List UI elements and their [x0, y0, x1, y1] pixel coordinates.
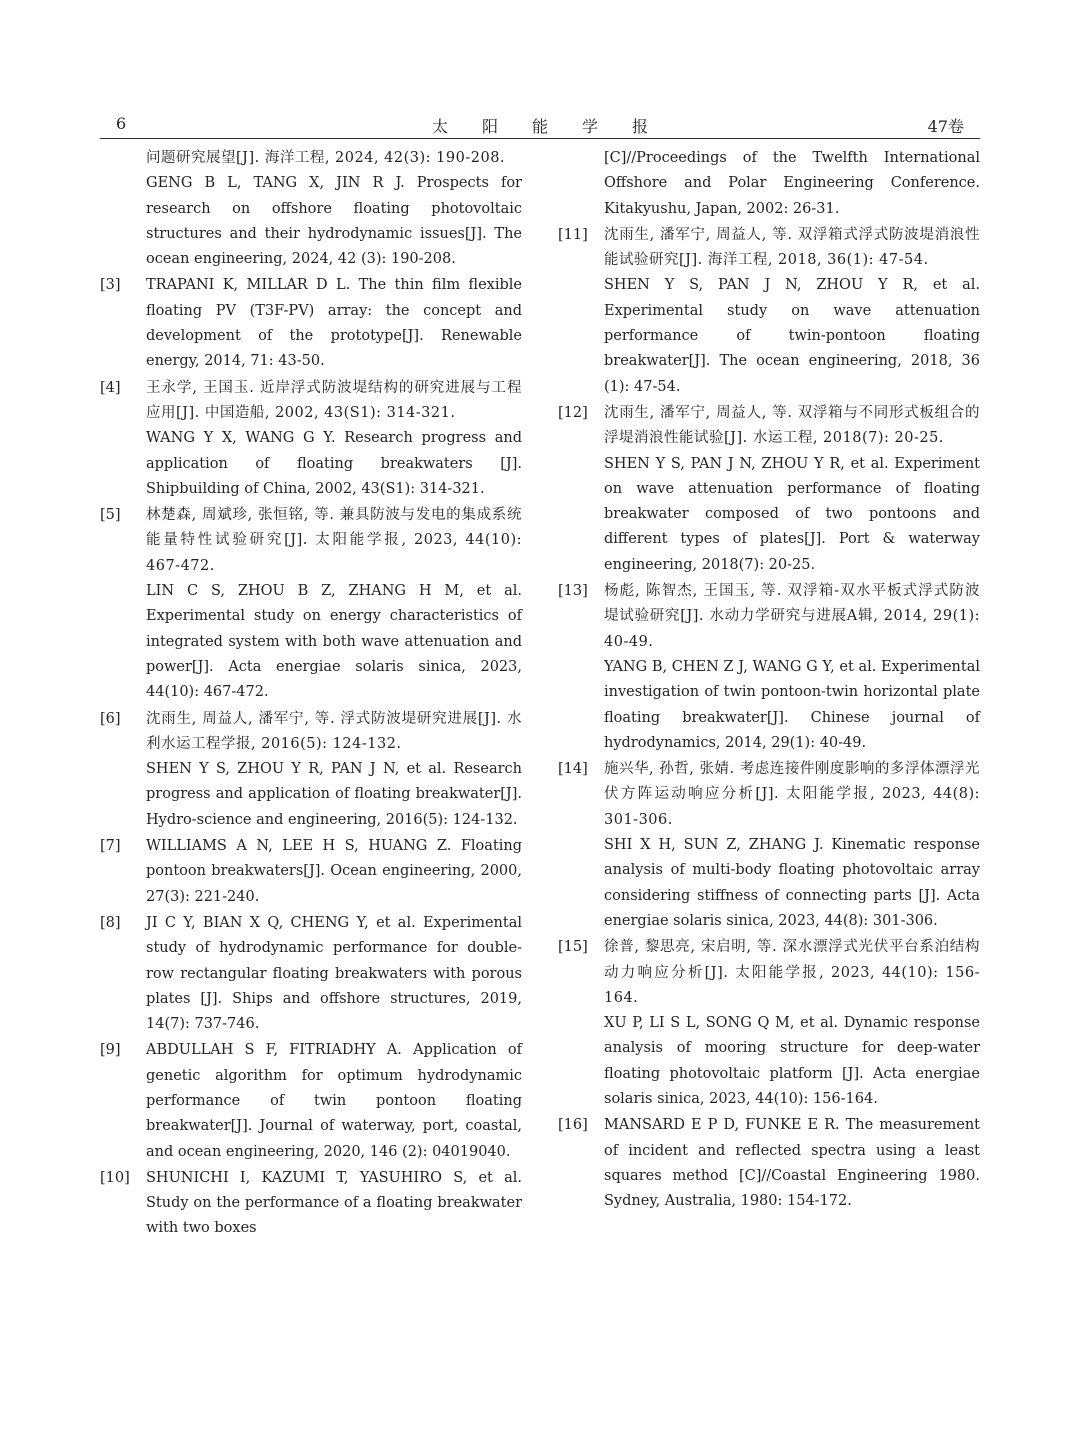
reference-number: [11] [558, 226, 588, 243]
reference-english-text: XU P, LI S L, SONG Q M, et al. Dynamic response analysis of mooring structure for deep-water floating photovoltaic platform [J]. Acta energiae solaris sinica, 2023, 44(10): 156-164. [604, 1015, 980, 1107]
reference-number: [15] [558, 939, 588, 956]
reference-number: [12] [558, 404, 588, 421]
reference-chinese-text: 施兴华, 孙哲, 张婧. 考虑连接件刚度影响的多浮体漂浮光伏方阵运动响应分析[J]. 太阳能学报, 2023, 44(8): 301-306. [604, 761, 980, 828]
reference-number: [9] [100, 1042, 121, 1059]
journal-title: 太阳能学报 [431, 117, 682, 136]
reference-chinese-text: 沈雨生, 潘军宁, 周益人, 等. 双浮箱与不同形式板组合的浮堤消浪性能试验[J]. 水运工程, 2018(7): 20-25. [604, 404, 980, 447]
reference-chinese-text: 杨彪, 陈智杰, 王国玉, 等. 双浮箱-双水平板式浮式防波堤试验研究[J]. 水动力学研究与进展A辑, 2014, 29(1): 40-49. [604, 583, 980, 650]
reference-english-text: GENG B L, TANG X, JIN R J. Prospects for research on offshore floating photovoltaic structures and their hydrodynamic issues[J]. The ocean engineering, 2024, 42 (3): 190-208. [146, 175, 522, 268]
reference-entry [100, 834, 522, 910]
reference-entry [100, 707, 522, 833]
reference-column-right [558, 146, 980, 1215]
reference-entry [100, 146, 522, 272]
reference-english-text: LIN C S, ZHOU B Z, ZHANG H M, et al. Experimental study on energy characteristics of integrated system with both wave attenuation and power[J]. Acta energiae solaris sinica, 2023, 44(10): 467-472. [146, 583, 522, 701]
reference-number: [13] [558, 583, 588, 600]
reference-column-left [100, 146, 522, 1243]
reference-entry [558, 223, 980, 400]
reference-english-text: JI C Y, BIAN X Q, CHENG Y, et al. Experimental study of hydrodynamic performance for double-row rectangular floating breakwaters with porous plates [J]. Ships and offshore structures, 2019, 14(7): 737-746. [146, 914, 522, 1033]
reference-chinese-text: 王永学, 王国玉. 近岸浮式防波堤结构的研究进展与工程应用[J]. 中国造船, 2002, 43(S1): 314-321. [146, 379, 522, 421]
reference-chinese-text: 问题研究展望[J]. 海洋工程, 2024, 42(3): 190-208. [146, 150, 506, 166]
reference-number: [14] [558, 761, 588, 778]
reference-entry [100, 503, 522, 705]
reference-english-text: SHEN Y S, ZHOU Y R, PAN J N, et al. Research progress and application of floating breakwater[J]. Hydro-science and engineering, 2016(5): 124-132. [146, 761, 522, 828]
reference-number: [7] [100, 838, 121, 855]
reference-number: [5] [100, 507, 121, 524]
reference-number: [4] [100, 379, 121, 396]
reference-chinese-text: 沈雨生, 潘军宁, 周益人, 等. 双浮箱式浮式防波堤消浪性能试验研究[J]. 海洋工程, 2018, 36(1): 47-54. [604, 226, 980, 269]
reference-english-text: ABDULLAH S F, FITRIADHY A. Application of genetic algorithm for optimum hydrodynamic performance of twin pontoon floating breakwater[J]. Journal of waterway, port, coastal, and ocean engineering, 2020, 146 (2): 04019040. [146, 1042, 522, 1160]
page-header [100, 114, 980, 139]
reference-english-text: SHI X H, SUN Z, ZHANG J. Kinematic response analysis of multi-body floating photovoltaic array considering stiffness of connecting parts [J]. Acta energiae solaris sinica, 2023, 44(8): 301-306. [604, 837, 980, 929]
reference-english-text: MANSARD E P D, FUNKE E R. The measurement of incident and reflected spectra using a least squares method [C]//Coastal Engineering 1980. Sydney, Australia, 1980: 154-172. [604, 1117, 980, 1210]
reference-english-text: WILLIAMS A N, LEE H S, HUANG Z. Floating pontoon breakwaters[J]. Ocean engineering, 2000, 27(3): 221-240. [146, 838, 522, 905]
page-number: 6 [116, 114, 127, 133]
reference-english-text: [C]//Proceedings of the Twelfth International Offshore and Polar Engineering Conference. Kitakyushu, Japan, 2002: 26-31. [604, 150, 980, 217]
volume-label: 47卷 [927, 117, 964, 136]
reference-english-text: SHUNICHI I, KAZUMI T, YASUHIRO S, et al. Study on the performance of a floating breakwater with two boxes [146, 1169, 522, 1237]
reference-entry [100, 273, 522, 374]
reference-entry [558, 401, 980, 578]
reference-number: [3] [100, 277, 121, 294]
reference-entry [558, 1113, 980, 1214]
reference-chinese-text: 沈雨生, 周益人, 潘军宁, 等. 浮式防波堤研究进展[J]. 水利水运工程学报, 2016(5): 124-132. [146, 710, 522, 752]
reference-chinese-text: 林楚森, 周斌珍, 张恒铭, 等. 兼具防波与发电的集成系统能量特性试验研究[J]. 太阳能学报, 2023, 44(10): 467-472. [146, 507, 522, 574]
reference-entry [100, 911, 522, 1037]
reference-entry [100, 376, 522, 502]
reference-entry [558, 757, 980, 934]
reference-entry [558, 579, 980, 756]
reference-chinese-text: 徐普, 黎思亮, 宋启明, 等. 深水漂浮式光伏平台系泊结构动力响应分析[J]. 太阳能学报, 2023, 44(10): 156-164. [604, 939, 980, 1006]
reference-number: [10] [100, 1169, 130, 1186]
reference-english-text: SHEN Y S, PAN J N, ZHOU Y R, et al. Experiment on wave attenuation performance of floating breakwater composed of two pontoons and different types of plates[J]. Port & waterway engineering, 2018(7): 20-25. [604, 455, 980, 573]
reference-entry [100, 1038, 522, 1164]
reference-entry [100, 1166, 522, 1242]
reference-number: [6] [100, 710, 121, 727]
reference-english-text: YANG B, CHEN Z J, WANG G Y, et al. Experimental investigation of twin pontoon-twin horizontal plate floating breakwater[J]. Chinese journal of hydrodynamics, 2014, 29(1): 40-49. [604, 658, 980, 751]
reference-english-text: SHEN Y S, PAN J N, ZHOU Y R, et al. Experimental study on wave attenuation performance of twin-pontoon floating breakwater[J]. The ocean engineering, 2018, 36 (1): 47-54. [604, 277, 980, 395]
reference-entry [558, 935, 980, 1112]
reference-number: [16] [558, 1117, 588, 1134]
reference-english-text: WANG Y X, WANG G Y. Research progress and application of floating breakwaters [J]. Shipbuilding of China, 2002, 43(S1): 314-321. [146, 430, 522, 497]
reference-entry [558, 146, 980, 222]
reference-english-text: TRAPANI K, MILLAR D L. The thin film flexible floating PV (T3F-PV) array: the concept and development of the prototype[J]. Renewable energy, 2014, 71: 43-50. [146, 277, 522, 370]
reference-number: [8] [100, 914, 121, 931]
